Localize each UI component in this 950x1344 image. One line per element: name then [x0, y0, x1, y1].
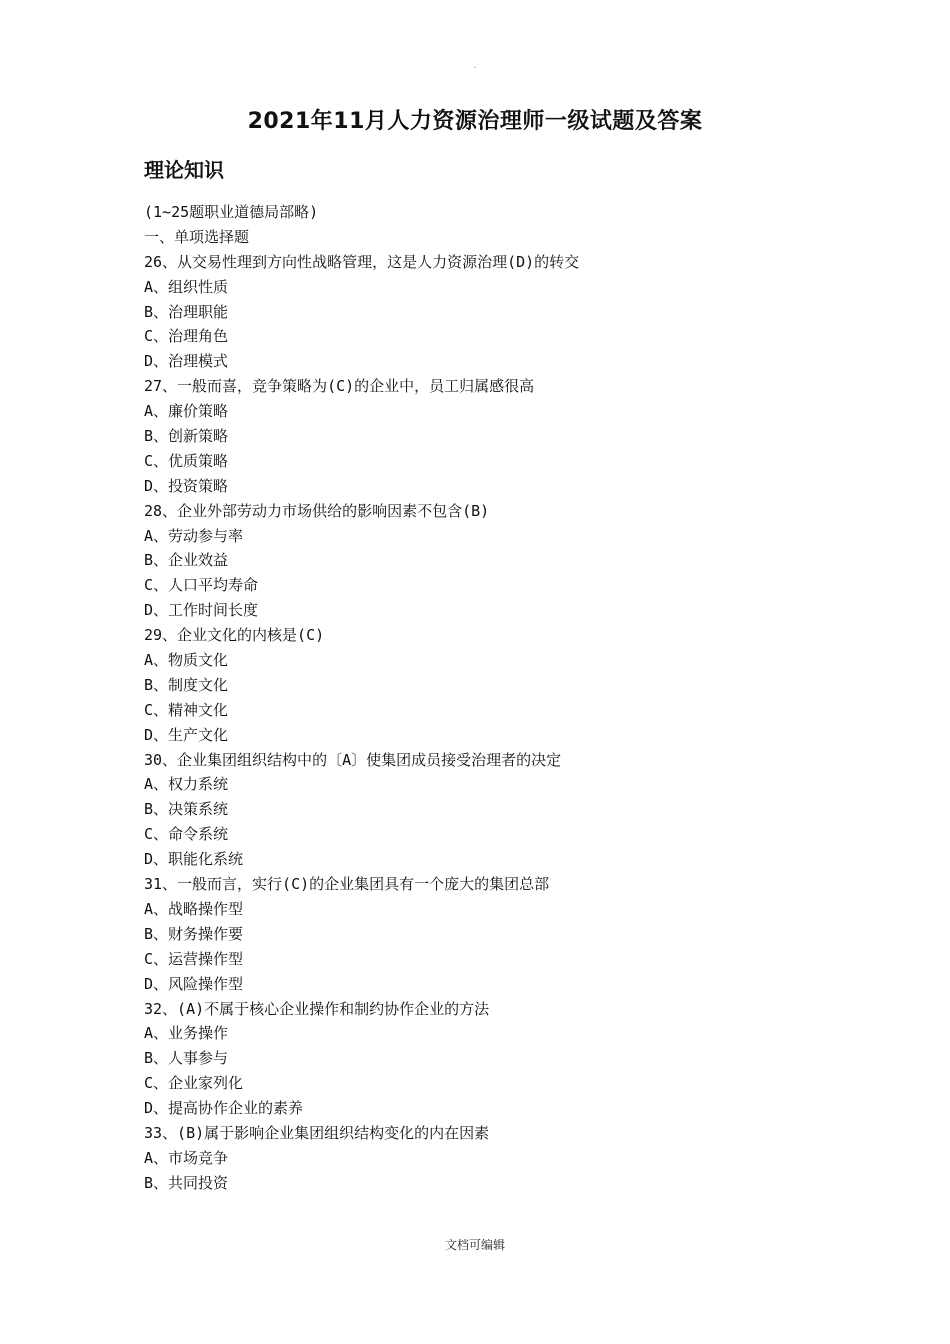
text-line: B、财务操作要: [144, 924, 244, 943]
text-line: 30、企业集团组织结构中的〔A〕使集团成员接受治理者的决定: [144, 750, 562, 769]
text-line: 33、(B)属于影响企业集团组织结构变化的内在因素: [144, 1123, 490, 1142]
text-line: C、优质策略: [144, 451, 229, 470]
text-line: A、物质文化: [144, 651, 229, 670]
header-mark: .: [473, 60, 477, 71]
page-footer: 文档可编辑: [444, 1238, 505, 1252]
text-line: 27、一般而喜，竞争策略为(C)的企业中，员工归属感很高: [144, 377, 535, 396]
text-line: C、人口平均寿命: [144, 576, 259, 595]
text-line: B、企业效益: [144, 551, 229, 570]
text-line: D、治理模式: [144, 352, 229, 371]
text-line: 26、从交易性理到方向性战略管理，这是人力资源治理(D)的转交: [144, 252, 580, 271]
text-line: B、治理职能: [144, 302, 229, 321]
text-line: D、提高协作企业的素养: [144, 1099, 304, 1118]
text-line: 28、企业外部劳动力市场供给的影响因素不包含(B): [144, 501, 490, 520]
text-line: C、运营操作型: [144, 949, 244, 968]
text-line: A、市场竞争: [144, 1148, 229, 1167]
text-line: A、廉价策略: [144, 402, 229, 421]
text-line: D、风险操作型: [144, 974, 244, 993]
text-line: A、组织性质: [144, 277, 229, 296]
text-line: C、企业家列化: [144, 1074, 244, 1093]
text-line: D、工作时间长度: [144, 601, 259, 620]
text-line: A、战略操作型: [144, 899, 244, 918]
text-line: B、制度文化: [144, 675, 229, 694]
question-list: [144, 200, 844, 1196]
text-line: D、生产文化: [144, 725, 229, 744]
text-line: 29、企业文化的内核是(C): [144, 626, 325, 645]
text-line: C、治理角色: [144, 327, 229, 346]
text-line: B、创新策略: [144, 427, 229, 446]
text-line: A、劳动参与率: [144, 526, 244, 545]
text-line: 一、单项选择题: [144, 227, 250, 246]
text-line: C、精神文化: [144, 700, 229, 719]
text-line: (1~25题职业道德局部略): [144, 203, 319, 221]
text-line: 32、(A)不属于核心企业操作和制约协作企业的方法: [144, 999, 490, 1018]
section-heading: 理论知识: [144, 158, 224, 182]
text-line: B、共同投资: [144, 1173, 229, 1192]
text-line: D、职能化系统: [144, 850, 244, 869]
document-title: 2021年11月人力资源治理师一级试题及答案: [247, 109, 703, 134]
text-line: B、人事参与: [144, 1049, 229, 1068]
text-line: D、投资策略: [144, 476, 229, 495]
text-line: 31、一般而言，实行(C)的企业集团具有一个庞大的集团总部: [144, 875, 550, 894]
text-line: B、决策系统: [144, 800, 229, 819]
text-line: C、命令系统: [144, 825, 229, 844]
text-line: A、权力系统: [144, 775, 229, 794]
text-line: A、业务操作: [144, 1024, 229, 1043]
